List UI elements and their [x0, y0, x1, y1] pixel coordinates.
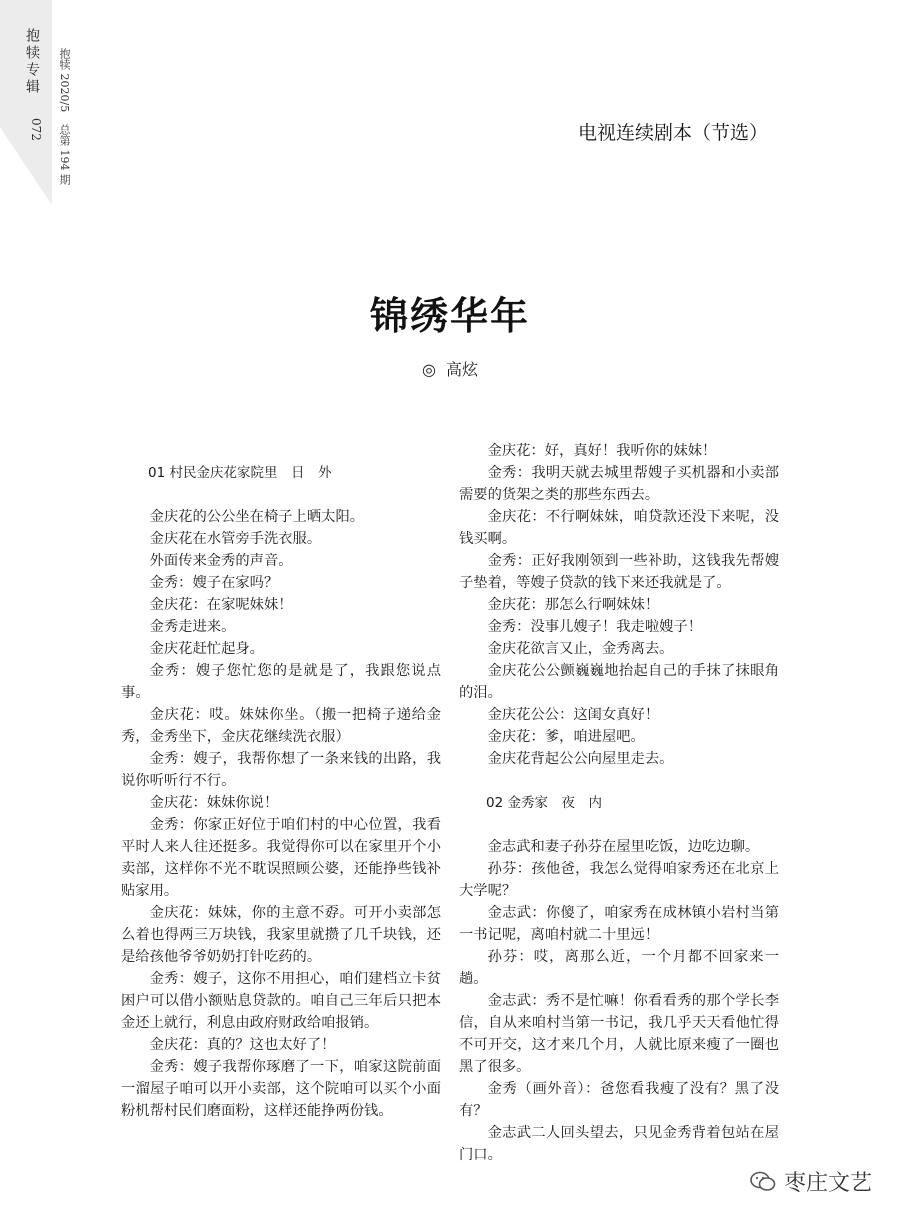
paragraph: 金庆花：那怎么行啊妹妹！ [487, 597, 660, 613]
issue-info [56, 48, 72, 193]
paragraph: 金庆花欲言又止，金秀离去。 [487, 641, 674, 657]
paragraph: 金庆花：好，真好！我听你的妹妹！ [487, 443, 717, 459]
paragraph: 金秀走进来。 [149, 619, 236, 635]
paragraph: 金庆花在水管旁手洗衣服。 [149, 531, 322, 547]
paragraph: 金秀：嫂子在家吗？ [149, 575, 279, 591]
paragraph: 金庆花背起公公向屋里走去。 [487, 751, 674, 767]
paragraph: 金秀：没事儿嫂子！我走啦嫂子！ [487, 619, 703, 635]
paragraph: 金庆花公公：这闺女真好！ [487, 707, 660, 723]
paragraph: 金庆花公公颤巍巍地抬起自己的手抹了抹眼角的泪。 [459, 663, 779, 701]
genre-kicker: 电视连续剧本（节选） [577, 122, 768, 144]
scene-heading: 02 金秀家 夜 内 [486, 795, 602, 811]
paragraph: 金志武：你傻了，咱家秀在成林镇小岩村当第一书记呢，离咱村就二十里远！ [459, 905, 779, 943]
paragraph: 金庆花的公公坐在椅子上晒太阳。 [149, 509, 365, 525]
paragraph: 外面传来金秀的声音。 [149, 553, 293, 569]
paragraph: 金秀：嫂子，我帮你想了一条来钱的出路，我说你听听行不行。 [121, 751, 441, 789]
issue-date: 抱犊 2020/5 [58, 48, 71, 113]
paragraph: 金庆花：爹，咱进屋吧。 [487, 729, 645, 745]
paragraph: 孙芬：哎，离那么近，一个月都不回家来一趟。 [459, 949, 779, 987]
paragraph: 金庆花赶忙起身。 [149, 641, 264, 657]
paragraph: 金庆花：真的？这也太好了！ [149, 1037, 336, 1053]
right-column [459, 440, 779, 1166]
watermark-text: 枣庄文艺 [783, 1171, 872, 1196]
paragraph: 金秀：嫂子，这你不用担心，咱们建档立卡贫困户可以借小额贴息贷款的。咱自己三年后只把本金还上就行，利息由政府财政给咱报销。 [121, 971, 441, 1031]
paragraph: 金秀：你家正好位于咱们村的中心位置，我看平时人来人往还挺多。我觉得你可以在家里开个小卖部，这样你不光不耽误照顾公婆，还能挣些钱补贴家用。 [121, 817, 441, 899]
paragraph: 金秀：嫂子我帮你琢磨了一下，咱家这院前面一溜屋子咱可以开小卖部，这个院咱可以买个小面粉机帮村民们磨面粉，这样还能挣两份钱。 [121, 1059, 441, 1119]
paragraph: 金庆花：哎。妹妹你坐。（搬一把椅子递给金秀，金秀坐下，金庆花继续洗衣服） [121, 707, 441, 745]
author-line [0, 357, 900, 380]
section-name: 抱犊专辑 [24, 28, 40, 96]
paragraph: 金志武和妻子孙芬在屋里吃饭，边吃边聊。 [487, 839, 760, 855]
paragraph: 金秀：正好我刚领到一些补助，这钱我先帮嫂子垫着，等嫂子贷款的钱下来还我就是了。 [459, 553, 779, 591]
paragraph: 孙芬：孩他爸，我怎么觉得咱家秀还在北京上大学呢？ [459, 861, 779, 899]
author-mark: ◎ [422, 360, 436, 379]
paragraph: 金庆花：不行啊妹妹，咱贷款还没下来呢，没钱买啊。 [459, 509, 779, 547]
paragraph: 金秀：嫂子您忙您的是就是了，我跟您说点事。 [121, 663, 441, 701]
author-name: 高炫 [445, 360, 478, 379]
issue-total: 总第 194 期 [58, 123, 71, 185]
paragraph: 金志武二人回头望去，只见金秀背着包站在屋门口。 [459, 1125, 779, 1163]
wechat-icon [750, 1171, 776, 1193]
scene-heading: 01 村民金庆花家院里 日 外 [148, 465, 332, 481]
paragraph: 金秀（画外音）：爸您看我瘦了没有？黑了没有？ [459, 1081, 779, 1119]
paragraph: 金庆花：妹妹你说！ [149, 795, 279, 811]
page-number: 072 [29, 118, 43, 141]
article-title: 锦绣华年 [369, 294, 530, 338]
paragraph: 金庆花：妹妹，你的主意不孬。可开小卖部怎么着也得两三万块钱，我家里就攒了几千块钱，还是给孩他爷爷奶奶打针吃药的。 [121, 905, 441, 965]
paragraph: 金庆花：在家呢妹妹！ [149, 597, 293, 613]
watermark [750, 1166, 872, 1197]
paragraph: 金秀：我明天就去城里帮嫂子买机器和小卖部需要的货架之类的那些东西去。 [459, 465, 779, 503]
left-column [121, 440, 441, 1122]
paragraph: 金志武：秀不是忙嘛！你看看秀的那个学长李信，自从来咱村当第一书记，我几乎天天看他忙得不可开交，这才来几个月，人就比原来瘦了一圈也黑了很多。 [459, 993, 779, 1075]
